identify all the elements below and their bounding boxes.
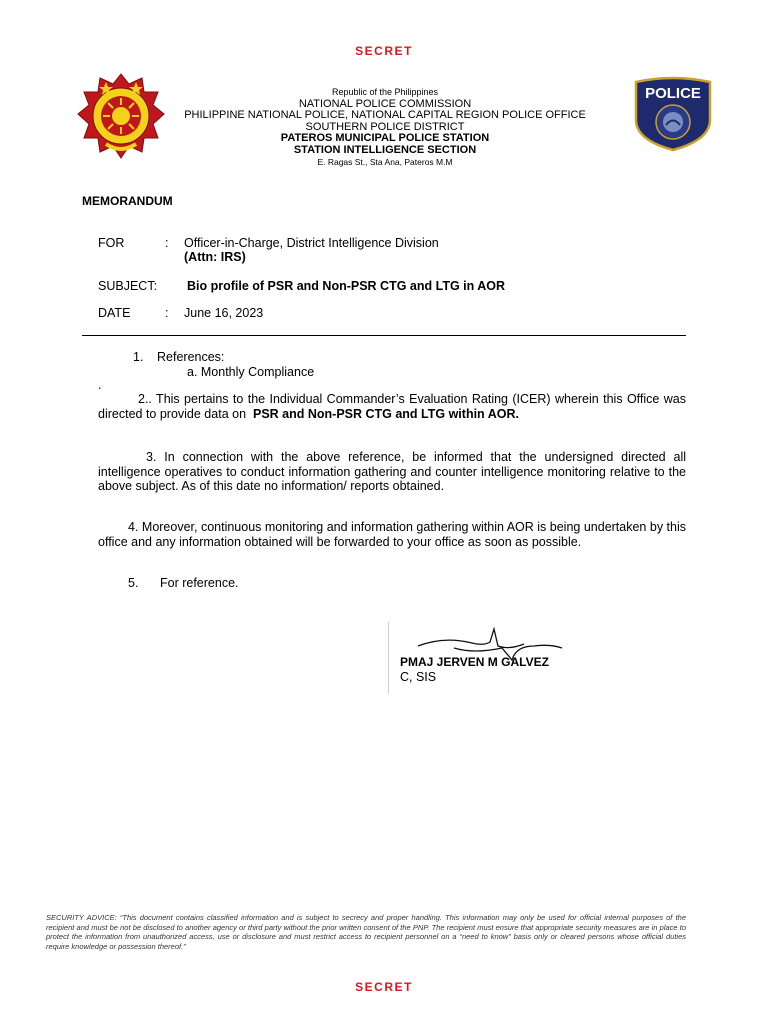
for-label: FOR [98,236,125,250]
for-colon: : [165,236,169,250]
ref-heading: References: [157,350,225,364]
divider-line [82,335,686,336]
police-badge-text: POLICE [645,85,701,102]
classification-top: SECRET [355,44,413,58]
paragraph-4: 4. Moreover, continuous monitoring and information gathering within AOR is being undertaken by this office and any information obtained will be forwarded to your office as soon as possible. [98,520,686,549]
p5-number: 5. [128,576,139,590]
paragraph-2-bold: PSR and Non-PSR CTG and LTG within AOR. [252,406,519,421]
signatory-title: C, SIS [400,670,437,684]
ref-item-a: a. Monthly Compliance [187,365,315,379]
letterhead [150,87,620,169]
attn-value: (Attn: IRS) [184,250,246,264]
header-address: E. Ragas St., Sta Ana, Pateros M.M [317,157,453,167]
signature-margin-line [388,622,389,694]
security-advice: SECURITY ADVICE: “This document contains classified information and is subject to secrecy and proper handling. This information may only be used for official internal purposes of the recipient and must be not be disclosed to another agency or third party without the prior written consent of the PNP. The recipient must ensure that appropriate security measures are in place to protect the information from unauthorized access, use or disclosure and must restrict access to recipient personnel on a “need to know” basis only or cleared persons whose official duties require knowledge or possession thereof.” [46,913,686,951]
signatory-name: PMAJ JERVEN M GALVEZ [400,655,549,669]
paragraph-2-lead: 2.. This pertains to the Individual Commander’s Evaluation Rating (ICER) wherein this Office was directed to provide data on [98,392,686,421]
for-value: Officer-in-Charge, District Intelligence Division [184,236,439,250]
header-republic: Republic of the Philippines [331,87,439,97]
memo-title: MEMORANDUM [82,194,173,208]
stray-dot: . [98,378,102,392]
subject-label: SUBJECT: [98,279,158,293]
classification-bottom: SECRET [355,980,413,994]
paragraph-3: 3. In connection with the above reference, be informed that the undersigned directed all intelligence operatives to conduct information gathering and counter intelligence monitoring relative to the above subject. As of this date no information/ reports obtained. [98,450,686,493]
header-station: PATEROS MUNICIPAL POLICE STATION [280,132,490,144]
header-napolcom: NATIONAL POLICE COMMISSION [298,97,472,110]
ref-number: 1. [133,350,144,364]
p5-text: For reference. [160,576,239,590]
paragraph-2 [98,392,686,421]
header-pnp-ncrpo: PHILIPPINE NATIONAL POLICE, NATIONAL CAPITAL REGION POLICE OFFICE [184,109,586,121]
header-section: STATION INTELLIGENCE SECTION [293,143,477,156]
date-value: June 16, 2023 [184,306,264,320]
date-label: DATE [98,306,131,320]
date-colon: : [165,306,169,320]
police-badge-logo [630,76,716,152]
header-spd: SOUTHERN POLICE DISTRICT [305,120,465,133]
subject-value: Bio profile of PSR and Non-PSR CTG and LTG in AOR [187,279,506,293]
